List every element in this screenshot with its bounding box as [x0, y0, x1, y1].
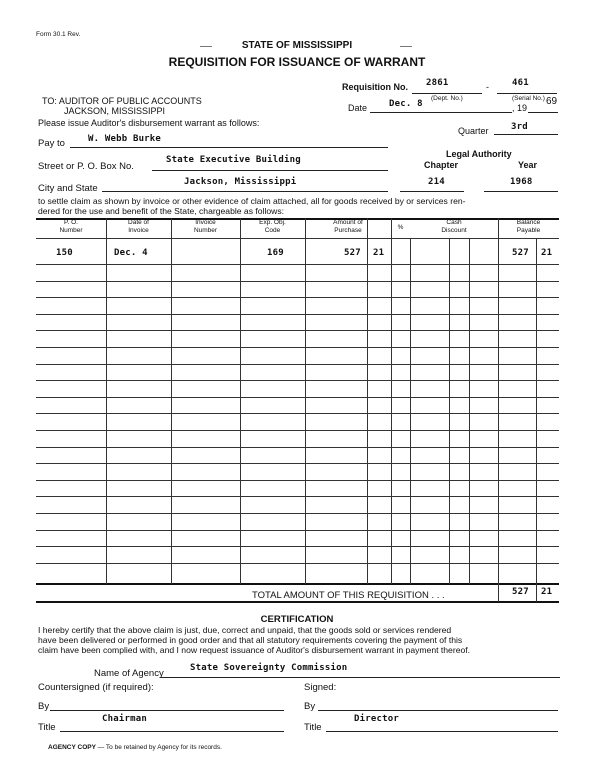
title-label-left: Title — [38, 722, 56, 733]
requisition-dash: - — [486, 82, 489, 92]
footer-note: AGENCY COPY — To be retained by Agency for its records. — [48, 744, 222, 751]
city-label: City and State — [38, 183, 98, 194]
table-row-rule — [36, 496, 559, 497]
date-label: Date — [348, 103, 368, 113]
quarter-label: Quarter — [458, 126, 489, 136]
certification-line2: have been delivered or performed in good order and that all statutory requirements covering the payment of this — [38, 635, 463, 645]
table-row-rule — [36, 480, 559, 481]
table-row-rule — [36, 380, 559, 381]
quarter-value[interactable]: 3rd — [511, 122, 528, 132]
table-row-rule — [36, 430, 559, 431]
certification-heading: CERTIFICATION — [260, 614, 334, 625]
agency-label: Name of Agency — [94, 668, 164, 679]
table-row-rule — [36, 447, 559, 448]
cell-amount-dollars[interactable]: 527 — [344, 248, 361, 258]
city-value[interactable]: Jackson, Mississippi — [184, 177, 297, 187]
header-cash-discount: Cash Discount — [441, 219, 467, 234]
header-balance-payable: Balance Payable — [516, 219, 541, 234]
state-heading: STATE OF MISSISSIPPI — [241, 40, 353, 51]
agency-value[interactable]: State Sovereignty Commission — [190, 663, 348, 673]
chapter-label: Chapter — [424, 160, 459, 170]
pay-to-value[interactable]: W. Webb Burke — [88, 134, 162, 144]
date-value[interactable]: Dec. 8 — [389, 99, 423, 109]
header-percent: % — [397, 224, 404, 231]
dept-no-value[interactable]: 2861 — [426, 78, 449, 88]
table-row-rule — [36, 330, 559, 331]
header-date-of-invoice: Date of Invoice — [128, 219, 149, 234]
title-value-right[interactable]: Director — [354, 714, 399, 724]
street-label: Street or P. O. Box No. — [38, 161, 134, 172]
chapter-value[interactable]: 214 — [428, 177, 445, 187]
table-row-rule — [36, 530, 559, 531]
table-row-rule — [36, 347, 559, 348]
settle-text-line2: dered for the use and benefit of the State, chargeable as follows: — [38, 206, 285, 216]
table-row-rule — [36, 463, 559, 464]
serial-no-value[interactable]: 461 — [512, 78, 529, 88]
header-amount-of-purchase: Amount of Purchase — [333, 219, 363, 234]
cell-date-of-invoice[interactable]: Dec. 4 — [114, 248, 148, 258]
total-label: TOTAL AMOUNT OF THIS REQUISITION . . . — [252, 590, 445, 601]
serial-no-caption: (Serial No.) — [512, 95, 545, 102]
dept-no-caption: (Dept. No.) — [431, 95, 463, 102]
title-label-right: Title — [304, 722, 322, 733]
table-row-rule — [36, 297, 559, 298]
legal-authority-label: Legal Authority — [446, 149, 512, 159]
table-row-rule — [36, 546, 559, 547]
cell-balance-dollars[interactable]: 527 — [512, 248, 529, 258]
form-title: REQUISITION FOR ISSUANCE OF WARRANT — [168, 55, 426, 69]
certification-line3: claim have been complied with, and I now request issuance of Auditor's disbursement warrant in payment thereof. — [38, 645, 471, 655]
table-row-rule — [36, 513, 559, 514]
cell-balance-cents[interactable]: 21 — [541, 248, 553, 258]
instruction-text: Please issue Auditor's disbursement warrant as follows: — [38, 118, 260, 128]
countersigned-label: Countersigned (if required): — [38, 682, 154, 693]
total-dollars[interactable]: 527 — [512, 587, 529, 597]
charges-table — [36, 218, 559, 602]
header-exp-obj-code: Exp. Obj. Code — [259, 219, 286, 234]
cell-exp-obj-code[interactable]: 169 — [267, 248, 284, 258]
street-value[interactable]: State Executive Building — [166, 155, 301, 165]
to-auditor-line2: JACKSON, MISSISSIPPI — [64, 106, 166, 116]
title-value-left[interactable]: Chairman — [102, 714, 147, 724]
table-row-rule — [36, 563, 559, 564]
header-po-number: P. O. Number — [59, 219, 83, 234]
signed-label: Signed: — [304, 682, 337, 693]
by-label-right: By — [304, 701, 316, 712]
legal-year-value[interactable]: 1968 — [510, 177, 533, 187]
table-row-rule — [36, 413, 559, 414]
table-row-rule — [36, 264, 559, 265]
pay-to-label: Pay to — [38, 138, 65, 149]
total-cents[interactable]: 21 — [541, 587, 553, 597]
table-row-rule — [36, 397, 559, 398]
cell-po-number[interactable]: 150 — [56, 248, 73, 258]
table-row-rule — [36, 364, 559, 365]
requisition-label: Requisition No. — [342, 82, 408, 92]
form-number: Form 30.1 Rev. — [36, 31, 81, 38]
header-invoice-number: Invoice Number — [193, 219, 218, 234]
cell-amount-cents[interactable]: 21 — [373, 248, 385, 258]
table-row-rule — [36, 314, 559, 315]
certification-line1: I hereby certify that the above claim is just, due, correct and unpaid, that the goods sold or services rendered — [38, 625, 452, 635]
by-label-left: By — [38, 701, 50, 712]
year-prefix: , 19 — [512, 103, 528, 113]
settle-text-line1: to settle claim as shown by invoice or other evidence of claim attached, all for goods received by or services ren- — [38, 196, 466, 206]
year-label: Year — [518, 160, 538, 170]
table-row-rule — [36, 281, 559, 282]
to-auditor-line1: TO: AUDITOR OF PUBLIC ACCOUNTS — [42, 96, 202, 106]
year-value[interactable]: 69 — [546, 96, 558, 107]
